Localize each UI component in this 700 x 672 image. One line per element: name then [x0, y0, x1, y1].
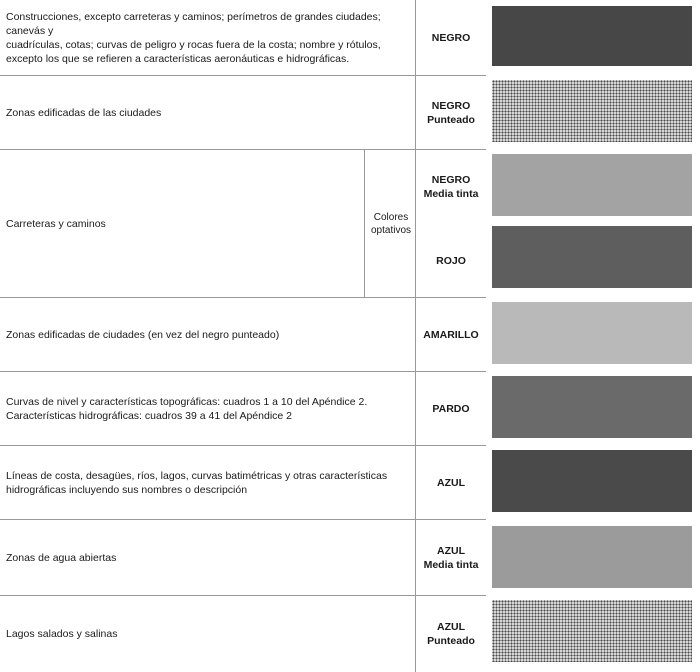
color-swatch [492, 376, 692, 438]
table-row [0, 520, 700, 596]
row-description: Zonas de agua abiertas [6, 551, 117, 564]
row-color-cell [416, 76, 486, 150]
row-description-cell [0, 372, 416, 446]
row-color-cell [416, 520, 486, 596]
row-description-wrap [0, 150, 364, 297]
row-color-label: AZUL Punteado [427, 621, 475, 647]
row-description-cell [0, 0, 416, 76]
row-description-cell [0, 520, 416, 596]
row-color-label: NEGRO Media tinta [423, 174, 479, 200]
row-color-label: AZUL Media tinta [423, 544, 479, 571]
row-color-label: AZUL [437, 476, 465, 489]
row-description: Lagos salados y salinas [6, 628, 118, 640]
color-swatch [492, 226, 692, 288]
row-description-cell [0, 150, 416, 298]
color-swatch [492, 6, 692, 66]
row-color-cell [416, 298, 486, 372]
row-description-cell [0, 446, 416, 520]
table-row [0, 0, 700, 76]
table-row [0, 446, 700, 520]
row-color-cell [416, 596, 486, 672]
row-description: Carreteras y caminos [6, 217, 106, 230]
row-description-cell [0, 76, 416, 150]
row-color-label: ROJO [436, 254, 466, 267]
color-swatch [492, 154, 692, 216]
color-swatch [492, 302, 692, 364]
row-description: Zonas edificadas de ciudades (en vez del negro punteado) [6, 328, 280, 341]
table-row [0, 150, 700, 298]
row-color-label: NEGRO Punteado [427, 99, 475, 126]
row-color-label: NEGRO [431, 31, 471, 44]
row-description-cell [0, 298, 416, 372]
color-swatch [492, 526, 692, 588]
row-color-cell [416, 150, 486, 224]
row-description: Líneas de costa, desagües, ríos, lagos, curvas batimétricas y otras características hidrográficas incluyendo sus nombres o descripción [6, 469, 388, 496]
optional-colors-label: Colores optativos [370, 211, 412, 236]
table-row [0, 372, 700, 446]
row-color-label: PARDO [432, 402, 470, 415]
color-swatch [492, 600, 692, 662]
row-description: Zonas edificadas de las ciudades [6, 106, 162, 119]
optional-colors-cell [364, 150, 417, 297]
row-description: Construcciones, excepto carreteras y caminos; perímetros de grandes ciudades; canevás y cuadrículas, cotas; curvas de peligro y rocas fuera de la costa; nombre y rótulos, excepto los que se refieren a características aeronáuticas e hidrográficas. [6, 10, 381, 65]
row-description: Curvas de nivel y características topográficas: cuadros 1 a 10 del Apéndice 2. Características hidrográficas: cuadros 39 a 41 del Apéndice 2 [6, 395, 368, 422]
color-swatch [492, 80, 692, 142]
row-color-cell [416, 0, 486, 76]
row-color-cell [416, 224, 486, 298]
table-row [0, 596, 700, 672]
table-row [0, 298, 700, 372]
row-color-cell [416, 372, 486, 446]
row-color-cell [416, 446, 486, 520]
row-color-label: AMARILLO [423, 328, 479, 341]
table-row [0, 76, 700, 150]
row-description-cell [0, 596, 416, 672]
color-swatch [492, 450, 692, 512]
